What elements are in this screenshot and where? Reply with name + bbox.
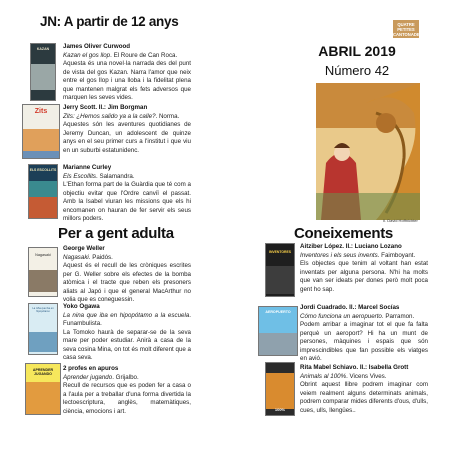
entry-publisher: . Funambulista. xyxy=(63,311,191,327)
entry-author: Marianne Curley xyxy=(63,164,112,171)
knowledge-entry-3 xyxy=(300,364,428,415)
entry-author: Yoko Ogawa xyxy=(63,303,100,310)
issue-month: ABRIL 2019 xyxy=(318,43,396,59)
knowledge-entry-1 xyxy=(300,243,428,294)
jn-entry-3 xyxy=(63,164,191,224)
entry-title: Kazan el gos llop xyxy=(63,51,111,59)
entry-text: Recull de recursos que es poden fer a casa o a l'aula per a treballar d'una forma divertida la lectoescriptura, anglès, matemàtiques, ciència, emocions i art. xyxy=(63,382,191,415)
knowledge-entry-2 xyxy=(300,304,428,364)
entry-author: George Weller xyxy=(63,245,105,252)
section-title-adult: Per a gent adulta xyxy=(58,225,174,242)
entry-text: Aquesta és una novel·la narrada des del punt de vista del gos Kazan. Narra l'amor que neix entre el gos llop i una lloba i la fidelitat plena que mantenen malgrat els fets adversos que marquen les seves vides. xyxy=(63,60,191,101)
cover-escollits-title: ELS ESCOLLITS xyxy=(29,168,57,172)
illustration-credit: Il. David Hoffnichter xyxy=(383,218,418,223)
entry-text: Els objectes que tenim al voltant han estat inventats per alguna persona. N'hi ha molts que van ser ideats per dones però molt poca gent ho sap. xyxy=(300,260,428,293)
cover-yoko xyxy=(28,303,58,355)
cover-kazan xyxy=(30,43,56,101)
entry-publisher: . Paidós. xyxy=(88,253,113,261)
entry-title: Zits: ¿Hemos salido ya a la calle? xyxy=(63,112,156,120)
logo-line-2: CANTONADES xyxy=(393,32,423,37)
entry-text: Aquest és el recull de les cròniques escrites per G. Weller sobre els efectes de la bomba atòmica i el tracte que reben els presoners aliats al Japó i que el general MacArthur no volia que es coneguessin. xyxy=(63,262,191,303)
entry-author: Jerry Scott. Il.: Jim Borgman xyxy=(63,104,148,111)
entry-author: James Oliver Curwood xyxy=(63,43,131,50)
cover-aprender xyxy=(25,363,61,415)
entry-text: Podem arribar a imaginar tot el que fa falta perquè un aeroport? Hi ha un munt de persones, màquines i espais que són imprescindibles que fan possible els viatges en avió. xyxy=(300,321,428,362)
entry-author: Aitziber López. Il.: Luciano Lozano xyxy=(300,243,402,250)
issue-cover-illustration xyxy=(316,83,420,220)
cover-zits-title: Zits xyxy=(34,108,48,115)
entry-title: Els Escollits xyxy=(63,172,97,180)
entry-title: Inventores i els seus invents xyxy=(300,251,378,259)
cover-aeropuerto-title: AEROPUERTO xyxy=(265,310,291,314)
entry-publisher: . Salamandra. xyxy=(96,172,135,180)
cover-aeropuerto xyxy=(258,306,298,356)
entry-text: L'Ethan forma part de la Guàrdia que té com a objectiu evitar que l'Ordre canviï el passat. Amb la Isabel viuran les missions que els hi encomanen on hauran de fer servir els seus millors poders. xyxy=(63,181,191,222)
cover-aprender-title: APRENDER JUGANDO xyxy=(32,368,54,376)
entry-publisher: . Faimboyant. xyxy=(377,251,416,259)
entry-title: Nagasaki xyxy=(63,253,89,261)
cover-animals-title: 100% xyxy=(274,407,286,412)
adult-entry-1 xyxy=(63,245,191,305)
entry-text: La Tomoko haurà de separar-se de la seva mare per poder estudiar. Anirà a casa de la seva cosina Mina, on tot és molt diferent que a casa seva. xyxy=(63,328,191,361)
entry-publisher: . Vicens Vives. xyxy=(346,372,387,380)
publisher-logo xyxy=(393,20,423,38)
cover-nagasaki-title: Nagasaki xyxy=(35,253,51,257)
entry-text: Obrint aquest llibre podrem imaginar com veiem realment alguns determinats animals, podrem comparar mides diferents d'ous, d'ulls, cues, ulls, llengües.. xyxy=(300,381,428,414)
entry-publisher: . Norma. xyxy=(155,112,180,120)
entry-publisher: . Parramon. xyxy=(381,312,415,320)
entry-publisher: . Grijalbo. xyxy=(112,373,139,381)
entry-author: 2 profes en apuros xyxy=(63,365,119,372)
cover-kazan-title: KAZAN xyxy=(36,47,50,51)
cover-nagasaki xyxy=(28,247,58,297)
cover-zits xyxy=(22,104,60,159)
entry-publisher: . El Roure de Can Roca. xyxy=(110,51,178,59)
logo-line-1: QUATRE PETITES xyxy=(397,22,415,32)
adult-entry-3 xyxy=(63,365,191,416)
illustration-svg xyxy=(316,83,420,220)
entry-author: Rita Mabel Schiavo. Il.: Isabella Grott xyxy=(300,364,409,371)
cover-yoko-title: La niña que iba en hipopótamo xyxy=(32,307,54,313)
section-title-jn: JN: A partir de 12 anys xyxy=(40,14,179,29)
cover-inventores xyxy=(265,243,295,297)
section-title-knowledge: Coneixements xyxy=(294,225,393,242)
entry-title: Cómo funciona un aeropuerto xyxy=(300,312,382,320)
entry-author: Jordi Cuadrado. Il.: Marcel Socías xyxy=(300,304,400,311)
entry-title: Aprender jugando xyxy=(63,373,113,381)
cover-animals xyxy=(265,362,295,416)
issue-number: Número 42 xyxy=(324,63,390,78)
entry-title: La nina que iba en hipopótamo a la escuela xyxy=(63,311,190,319)
adult-entry-2 xyxy=(63,303,191,363)
cover-escollits xyxy=(28,164,58,219)
entry-title: Animals al 100% xyxy=(300,372,347,380)
jn-entry-1 xyxy=(63,43,191,103)
entry-text: Aquestes són les aventures quotidianes de Jeremy Duncan, un adolescent de quinze anys en el seu primer curs a l'institut i que viu en un suburbi estatunidenc. xyxy=(63,121,191,154)
jn-entry-2 xyxy=(63,104,191,155)
cover-inventores-title: INVENTORES xyxy=(269,250,291,254)
